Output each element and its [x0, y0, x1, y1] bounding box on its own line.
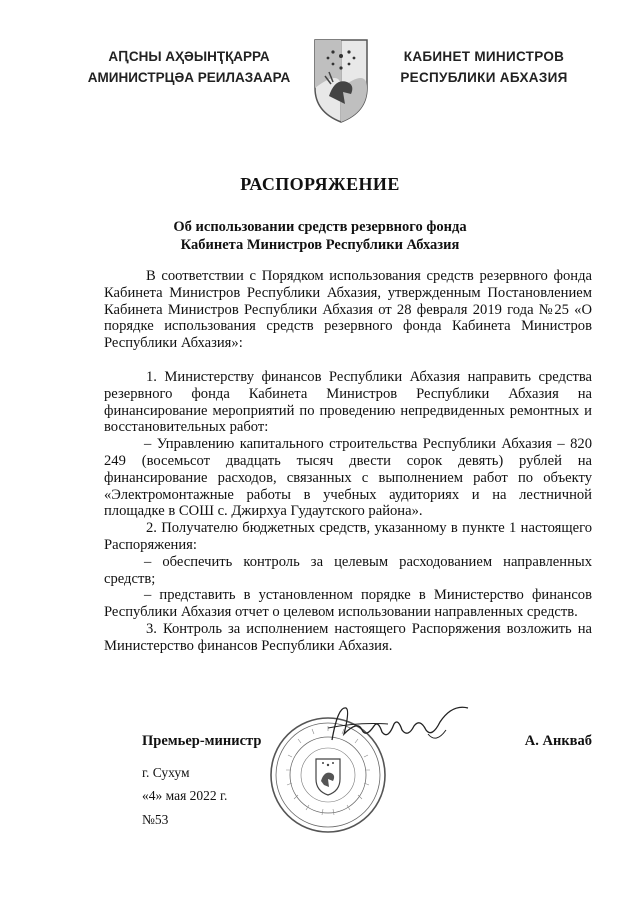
- header-right-line2: РЕСПУБЛИКИ АБХАЗИЯ: [400, 70, 568, 85]
- header-right-line1: КАБИНЕТ МИНИСТРОВ: [403, 49, 565, 64]
- document-body: [104, 268, 592, 655]
- issue-place: г. Сухум: [142, 765, 190, 780]
- document-subtitle-line2: Кабинета Министров Республики Абхазия: [180, 237, 460, 253]
- document-title: РАСПОРЯЖЕНИЕ: [240, 174, 400, 194]
- handwritten-signature-icon: [318, 700, 478, 756]
- paragraph-preamble: В соответствии с Порядком использования средств резервного фонда Кабинета Министров Республики Абхазия, утвержденным Постановлением Кабинета Министров Республики Абхазия от 28 февраля 2019 года №25 «О порядке использования средств резервного фонда Кабинета Министров Республики Абхазия»:: [104, 268, 592, 352]
- document-number: №53: [142, 812, 169, 827]
- header-left-title: [84, 46, 294, 88]
- paragraph-item-3: 3. Контроль за исполнением настоящего Распоряжения возложить на Министерство финансов Республики Абхазия.: [104, 620, 592, 654]
- paragraph-item-2-sub-b: – представить в установленном порядке в Министерство финансов Республики Абхазия отчет о целевом использовании направленных средств.: [104, 587, 592, 621]
- paragraph-item-1: 1. Министерству финансов Республики Абхазия направить средства резервного фонда Кабинета Министров Республики Абхазия на финансирование мероприятий по проведению непредвиденных ремонтных и восстановительных работ:: [104, 368, 592, 436]
- paragraph-item-2: 2. Получателю бюджетных средств, указанному в пункте 1 настоящего Распоряжения:: [104, 520, 592, 553]
- paragraph-item-2-sub-a: – обеспечить контроль за целевым расходованием направленных средств;: [104, 553, 592, 587]
- signer-position: Премьер-министр: [142, 733, 262, 749]
- header-left-line2: АМИНИСТРЦӘА РЕИЛАЗААРА: [87, 70, 291, 85]
- header-right-title: [384, 46, 584, 88]
- coat-of-arms-abkhazia-icon: [311, 38, 371, 124]
- document-subtitle: [0, 218, 640, 254]
- paragraph-item-1-sub: – Управлению капитального строительства Республики Абхазия – 820 249 (восемьсот двадцать тысяч двести сорок девять) рублей на финансирование расходов, связанных с выполнением работ по объекту «Электромонтажные работы в учебных аудиториях и на лестничной площадке в СОШ с. Джирхуа Гудаутского района».: [104, 436, 592, 520]
- issue-date: «4» мая 2022 г.: [142, 788, 228, 803]
- document-subtitle-line1: Об использовании средств резервного фонда: [173, 219, 467, 235]
- signer-name: А. Анкваб: [524, 733, 592, 749]
- header-left-line1: АԤСНЫ АҲӘЫНҬҚАРРА: [108, 49, 270, 64]
